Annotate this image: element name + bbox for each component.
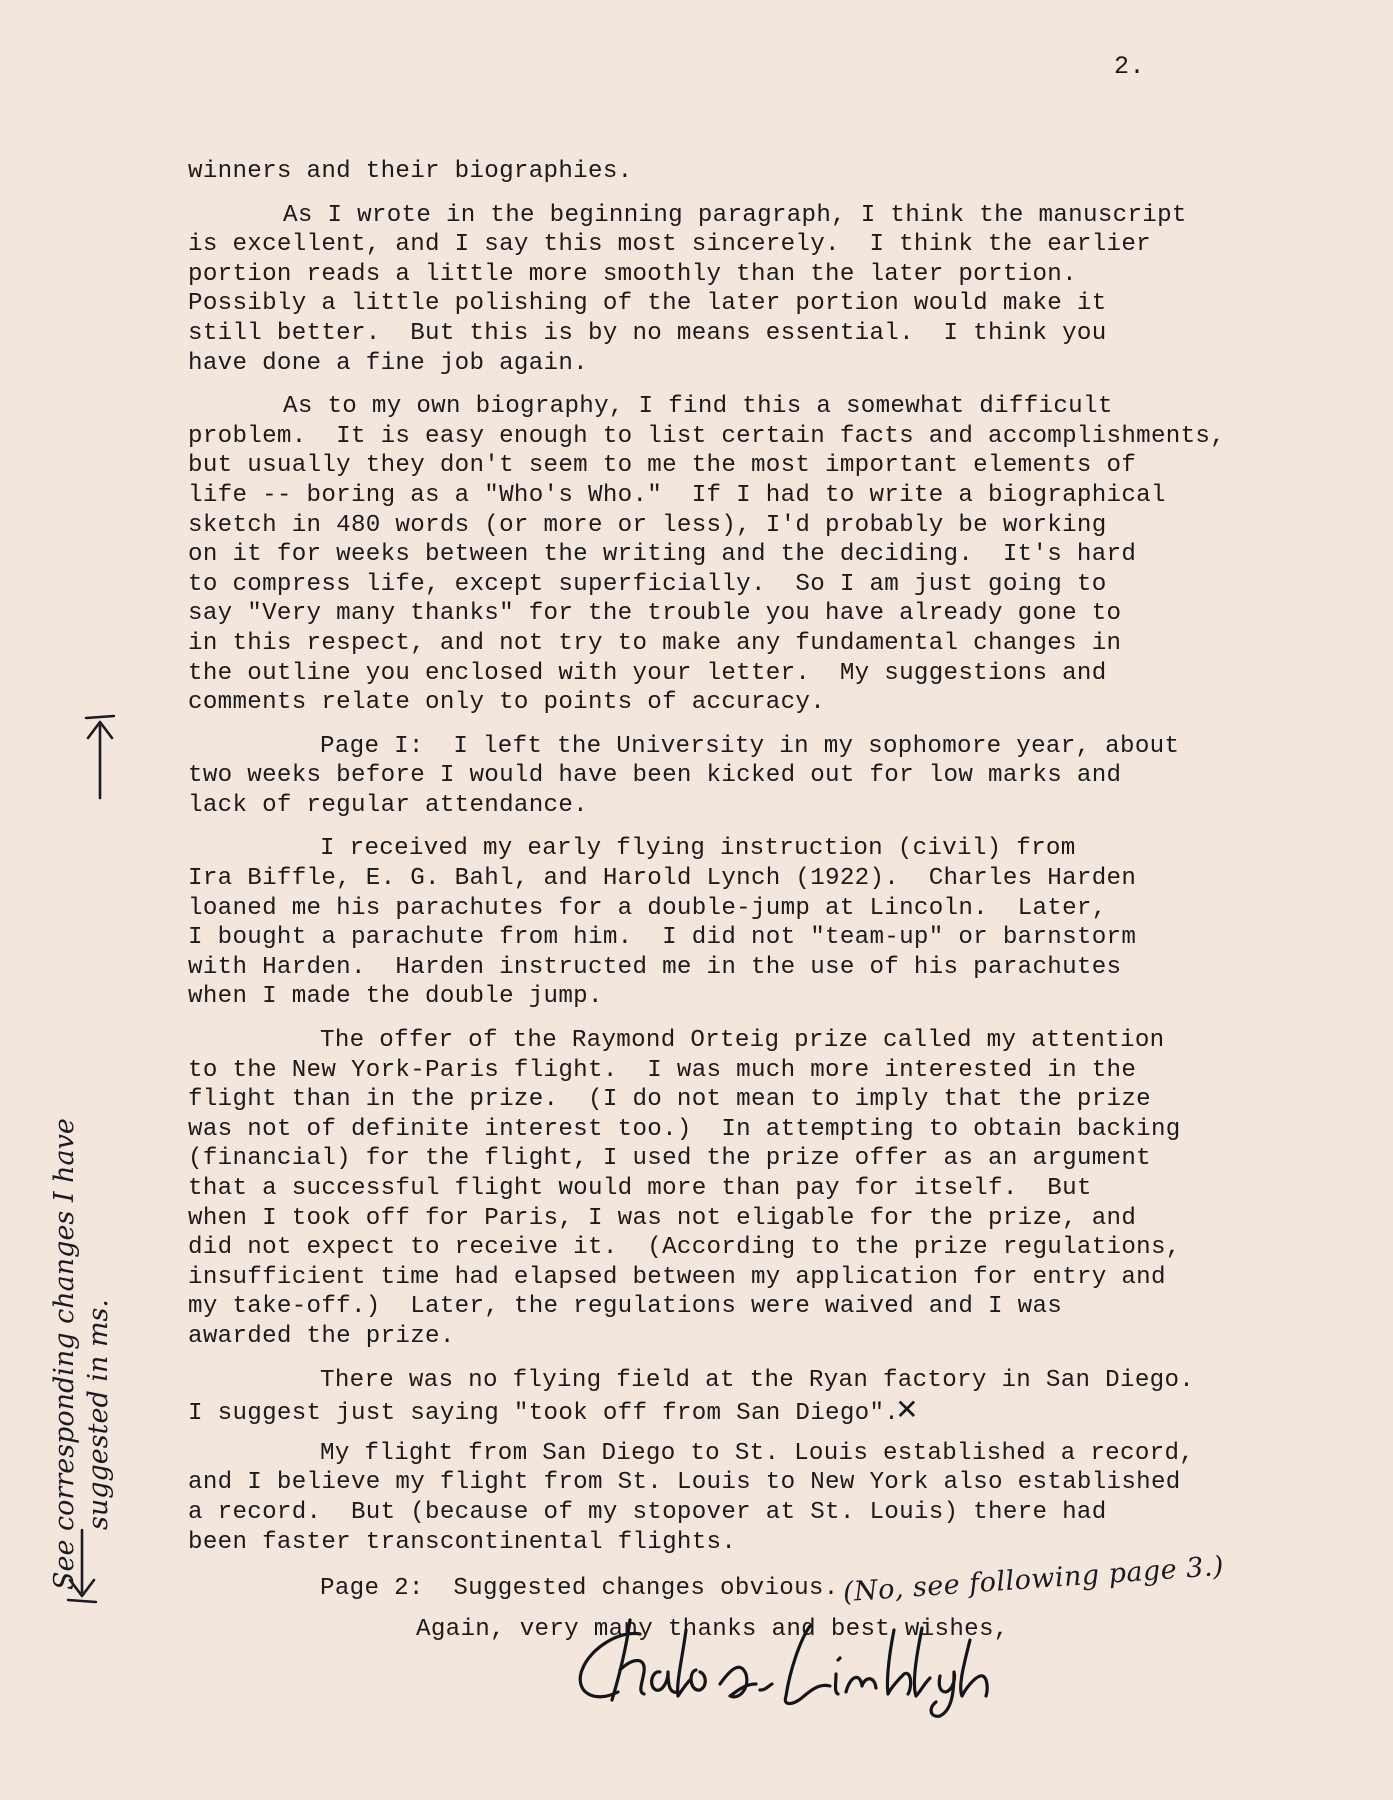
text-line: sketch in 480 words (or more or less), I'd probably be working bbox=[188, 511, 1107, 539]
text-line bbox=[188, 1393, 1348, 1428]
text-line: to compress life, except superficially. So I am just going to bbox=[188, 570, 1107, 598]
text-line: loaned me his parachutes for a double-jump at Lincoln. Later, bbox=[188, 894, 1107, 922]
text-line: Ira Biffle, E. G. Bahl, and Harold Lynch (1922). Charles Harden bbox=[188, 865, 1137, 893]
handwritten-page2-note: (No, see following page 3.) bbox=[841, 1550, 1225, 1609]
text-line: still better. But this is by no means essential. I think you bbox=[188, 319, 1107, 347]
paragraph-5 bbox=[188, 834, 1348, 1012]
text-line: my take-off.) Later, the regulations were waived and I was bbox=[188, 1293, 1063, 1321]
paragraph-record bbox=[188, 1439, 1348, 1557]
paragraph-page2 bbox=[188, 1550, 1348, 1609]
text-line: The offer of the Raymond Orteig prize called my attention bbox=[320, 1027, 1165, 1055]
text-line bbox=[188, 1550, 1348, 1609]
text-line: with Harden. Harden instructed me in the use of his parachutes bbox=[188, 953, 1122, 981]
text-line: problem. It is easy enough to list certain facts and accomplishments, bbox=[188, 422, 1226, 450]
text-line: (financial) for the flight, I used the prize offer as an argument bbox=[188, 1145, 1151, 1173]
text-line: As I wrote in the beginning paragraph, I think the manuscript bbox=[283, 201, 1187, 229]
text-line: was not of definite interest too.) In attempting to obtain backing bbox=[188, 1115, 1181, 1143]
text-line: a record. But (because of my stopover at St. Louis) there had bbox=[188, 1498, 1107, 1526]
handwritten-x-mark: ✕ bbox=[895, 1393, 919, 1427]
text-line: have done a fine job again. bbox=[188, 349, 589, 377]
closing-line: Again, very many thanks and best wishes, bbox=[416, 1615, 1009, 1643]
text-line: Possibly a little polishing of the later portion would make it bbox=[188, 290, 1107, 318]
paragraph-6 bbox=[188, 1026, 1348, 1352]
text-segment: Page 2: Suggested changes obvious. bbox=[320, 1575, 839, 1603]
paragraph-4 bbox=[188, 732, 1348, 821]
text-line: two weeks before I would have been kicked out for low marks and bbox=[188, 762, 1122, 790]
paragraph-ryan bbox=[188, 1366, 1348, 1428]
paragraph-1 bbox=[188, 157, 1348, 187]
text-line: the outline you enclosed with your letter. My suggestions and bbox=[188, 659, 1107, 687]
text-line: As to my own biography, I find this a somewhat difficult bbox=[283, 393, 1113, 421]
paragraph-2 bbox=[188, 201, 1348, 379]
text-line: life -- boring as a "Who's Who." If I had to write a biographical bbox=[188, 481, 1166, 509]
text-line: that a successful flight would more than pay for itself. But bbox=[188, 1175, 1092, 1202]
letter-body bbox=[188, 157, 1348, 1658]
text-line: on it for weeks between the writing and the deciding. It's hard bbox=[188, 541, 1137, 569]
text-line: Page I: I left the University in my sophomore year, about bbox=[320, 732, 1180, 760]
text-line: comments relate only to points of accuracy. bbox=[188, 689, 826, 717]
text-line: My flight from San Diego to St. Louis established a record, bbox=[320, 1439, 1195, 1467]
text-line: did not expect to receive it. (According to the prize regulations, bbox=[188, 1234, 1181, 1262]
text-line: say "Very many thanks" for the trouble you have already gone to bbox=[188, 600, 1122, 628]
signature-image bbox=[560, 1600, 1040, 1720]
text-line: There was no flying field at the Ryan factory in San Diego. bbox=[320, 1366, 1195, 1394]
page-number: 2. bbox=[1114, 52, 1146, 81]
text-line: is excellent, and I say this most sincerely. I think the earlier bbox=[188, 231, 1151, 259]
text-line: to the New York-Paris flight. I was much more interested in the bbox=[188, 1056, 1137, 1084]
text-line: insufficient time had elapsed between my application for entry and bbox=[188, 1263, 1166, 1291]
text-line: and I believe my flight from St. Louis to New York also established bbox=[188, 1469, 1181, 1497]
text-line: but usually they don't seem to me the most important elements of bbox=[188, 452, 1137, 480]
text-line: when I made the double jump. bbox=[188, 983, 603, 1011]
text-segment: I suggest just saying "took off from San Diego". bbox=[188, 1400, 900, 1428]
text-line: I bought a parachute from him. I did not "team-up" or barnstorm bbox=[188, 924, 1137, 952]
margin-note-line: See corresponding changes I have bbox=[49, 1118, 80, 1590]
text-line: in this respect, and not try to make any fundamental changes in bbox=[188, 629, 1122, 657]
text-line: lack of regular attendance. bbox=[188, 791, 589, 819]
text-line: flight than in the prize. (I do not mean to imply that the prize bbox=[188, 1086, 1151, 1114]
handwritten-margin-note bbox=[48, 870, 116, 1590]
text-line: awarded the prize. bbox=[188, 1322, 455, 1350]
down-arrow-icon bbox=[62, 1526, 102, 1606]
text-line: portion reads a little more smoothly than the later portion. bbox=[188, 260, 1077, 288]
text-line: I received my early flying instruction (civil) from bbox=[320, 835, 1076, 863]
text-line: been faster transcontinental flights. bbox=[188, 1528, 737, 1556]
text-line: when I took off for Paris, I was not eligable for the prize, and bbox=[188, 1204, 1137, 1232]
margin-note-line: suggested in ms. bbox=[83, 1299, 114, 1530]
paragraph-3 bbox=[188, 392, 1348, 718]
up-arrow-icon bbox=[80, 712, 120, 802]
text-line: winners and their biographies. bbox=[188, 158, 633, 185]
